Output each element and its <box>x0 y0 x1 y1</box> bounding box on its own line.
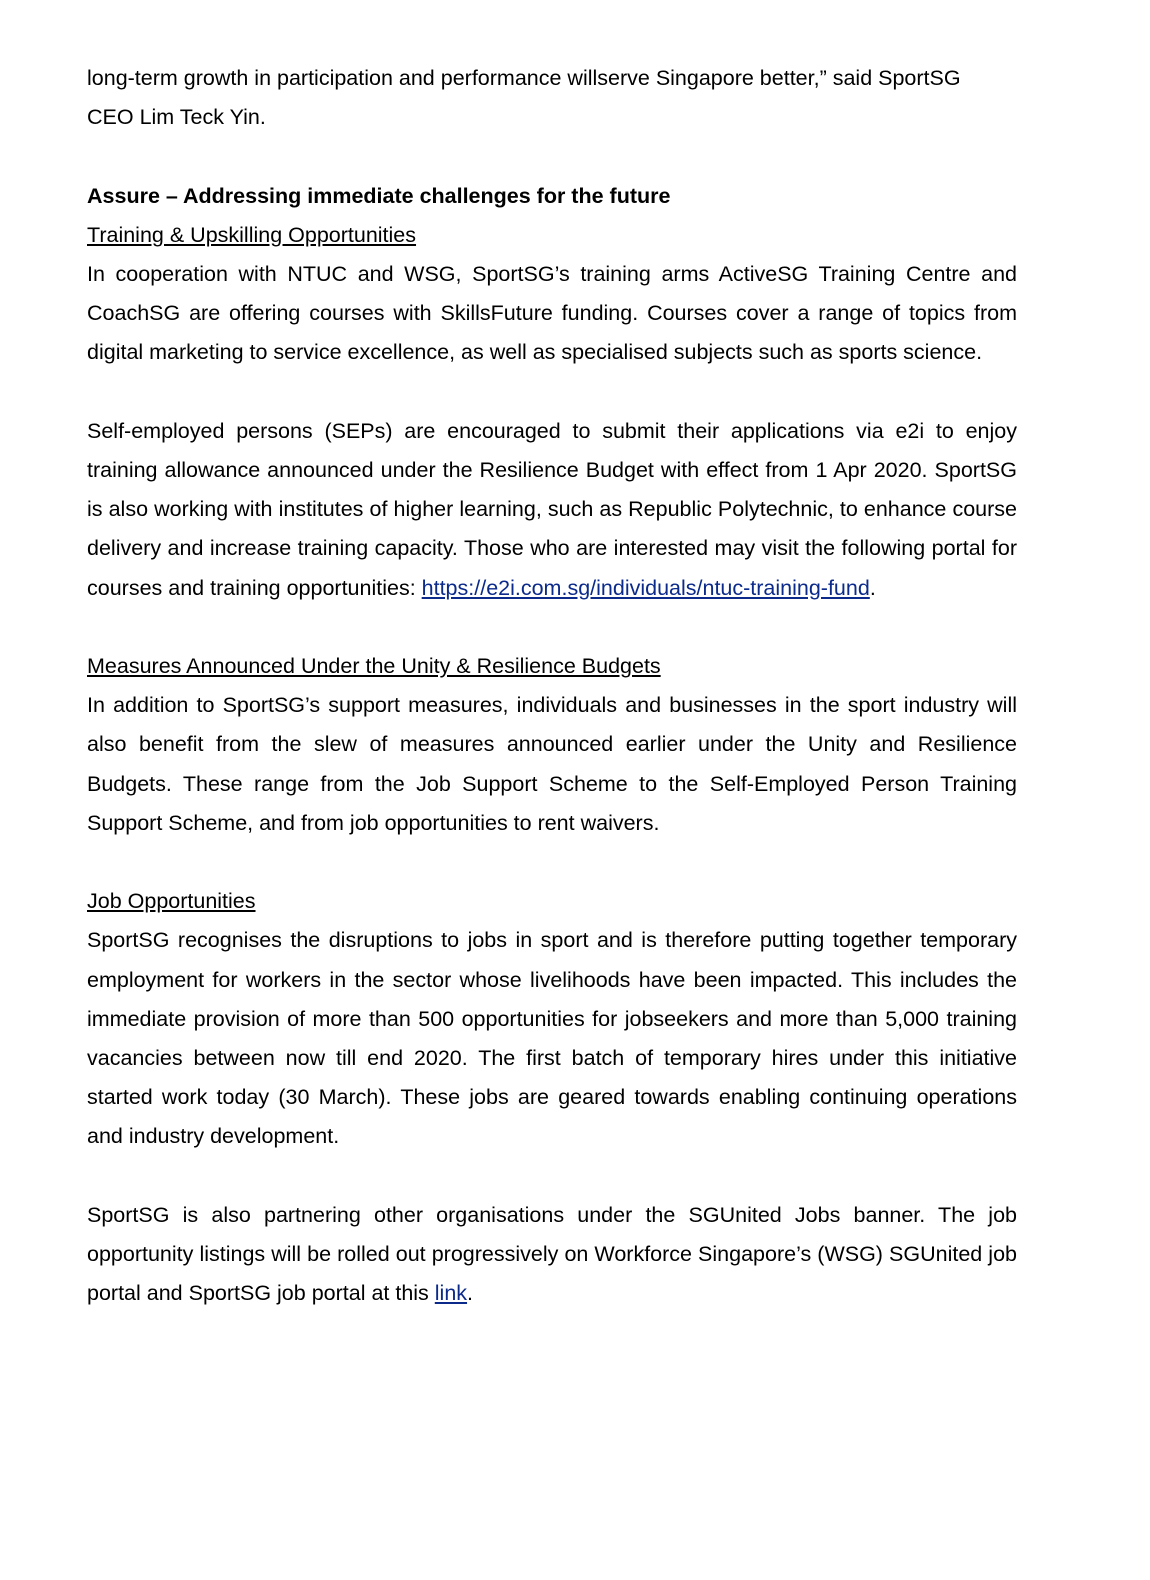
spacer <box>87 843 1017 882</box>
training-paragraph-2 <box>87 412 1017 608</box>
training-paragraph-2-text: Self-employed persons (SEPs) are encouraged to submit their applications via e2i to enjoy training allowance announced under the Resilience Budget with effect from 1 Apr 2020. SportSG is also working with institutes of higher learning, such as Republic Polytechnic, to enhance course delivery and increase training capacity. Those who are interested may visit the following portal for courses and training opportunities: <box>87 418 1017 600</box>
assure-heading: Assure – Addressing immediate challenges for the future <box>87 183 671 208</box>
training-paragraph-2-end: . <box>869 575 876 600</box>
jobs-paragraph-1: SportSG recognises the disruptions to jobs in sport and is therefore putting together temporary employment for workers in the sector whose livelihoods have been impacted. This includes the immediate provision of more than 500 opportunities for jobseekers and more than 5,000 training vacancies between now till end 2020. The first batch of temporary hires under this initiative started work today (30 March). These jobs are geared towards enabling continuing operations and industry development. <box>87 928 1017 1149</box>
spacer <box>87 608 1017 647</box>
spacer <box>87 1157 1017 1196</box>
intro-line-1: long-term growth in participation and performance willserve Singapore better,” said SportSG <box>87 66 961 90</box>
training-subheading: Training & Upskilling Opportunities <box>87 222 417 247</box>
budgets-subheading: Measures Announced Under the Unity & Resilience Budgets <box>87 654 661 678</box>
spacer <box>87 373 1017 412</box>
training-paragraph-1: In cooperation with NTUC and WSG, SportSG’s training arms ActiveSG Training Centre and CoachSG are offering courses with SkillsFuture funding. Courses cover a range of topics from digital marketing to service excellence, as well as specialised subjects such as sports science. <box>87 262 1017 365</box>
e2i-training-fund-link[interactable]: https://e2i.com.sg/individuals/ntuc-training-fund <box>421 575 870 600</box>
jobs-subheading: Job Opportunities <box>87 889 256 914</box>
job-portal-link[interactable]: link <box>434 1281 468 1306</box>
jobs-paragraph-2-end: . <box>467 1281 474 1306</box>
jobs-paragraph-2 <box>87 1196 1017 1314</box>
intro-paragraph <box>87 59 1017 137</box>
spacer <box>87 137 1017 176</box>
intro-line-2: CEO Lim Teck Yin. <box>87 105 266 130</box>
budgets-paragraph: In addition to SportSG’s support measures, individuals and businesses in the sport industry will also benefit from the slew of measures announced earlier under the Unity and Resilience Budgets. These range from the Job Support Scheme to the Self-Employed Person Training Support Scheme, and from job opportunities to rent waivers. <box>87 693 1017 835</box>
jobs-paragraph-2-text: SportSG is also partnering other organisations under the SGUnited Jobs banner. The job opportunity listings will be rolled out progressively on Workforce Singapore’s (WSG) SGUnited job portal and SportSG job portal at this <box>87 1202 1017 1306</box>
